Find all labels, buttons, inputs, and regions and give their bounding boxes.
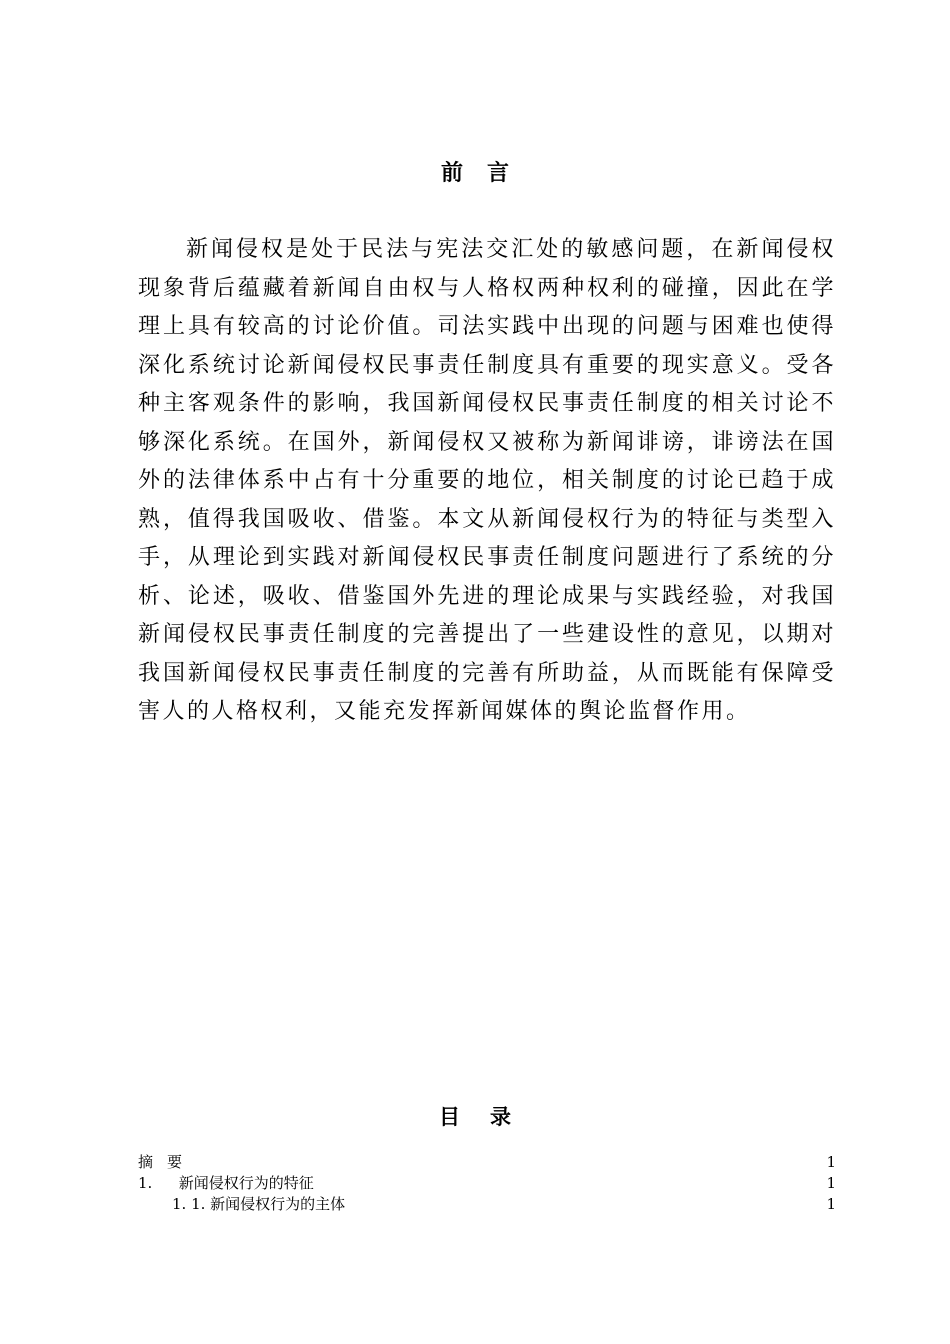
toc-entry-section-1-1[interactable] <box>138 1194 836 1215</box>
toc-entry-label: 新闻侵权行为的特征 <box>178 1174 314 1192</box>
table-of-contents <box>138 1152 836 1215</box>
toc-entry-abstract[interactable] <box>138 1152 836 1173</box>
toc-entry-page: 1 <box>826 1174 836 1192</box>
toc-entry-label: 1. 1. 新闻侵权行为的主体 <box>172 1195 346 1213</box>
preface-title: 前言 <box>440 161 533 186</box>
toc-entry-label-wrapper <box>138 1173 314 1194</box>
toc-entry-chapter-1[interactable] <box>138 1173 836 1194</box>
toc-entry-page: 1 <box>826 1195 836 1213</box>
toc-entry-number: 1. <box>138 1174 153 1192</box>
toc-entry-label: 摘要 <box>138 1153 197 1171</box>
toc-entry-label-wrapper <box>138 1194 345 1215</box>
toc-entry-page: 1 <box>826 1153 836 1171</box>
toc-title: 目录 <box>439 1105 541 1129</box>
preface-body: 新闻侵权是处于民法与宪法交汇处的敏感问题，在新闻侵权现象背后蕴藏着新闻自由权与人格权两种权利的碰撞，因此在学理上具有较高的讨论价值。司法实践中出现的问题与困难也使得深化系统讨论新闻侵权民事责任制度具有重要的现实意义。受各种主客观条件的影响，我国新闻侵权民事责任制度的相关讨论不够深化系统。在国外，新闻侵权又被称为新闻诽谤，诽谤法在国外的法律体系中占有十分重要的地位，相关制度的讨论已趋于成熟，值得我国吸收、借鉴。本文从新闻侵权行为的特征与类型入手，从理论到实践对新闻侵权民事责任制度问题进行了系统的分析、论述，吸收、借鉴国外先进的理论成果与实践经验，对我国新闻侵权民事责任制度的完善提出了一些建设性的意见，以期对我国新闻侵权民事责任制度的完善有所助益，从而既能有保障受害人的人格权利，又能充发挥新闻媒体的舆论监督作用。 <box>138 237 836 724</box>
toc-entry-label-wrapper <box>138 1152 196 1173</box>
